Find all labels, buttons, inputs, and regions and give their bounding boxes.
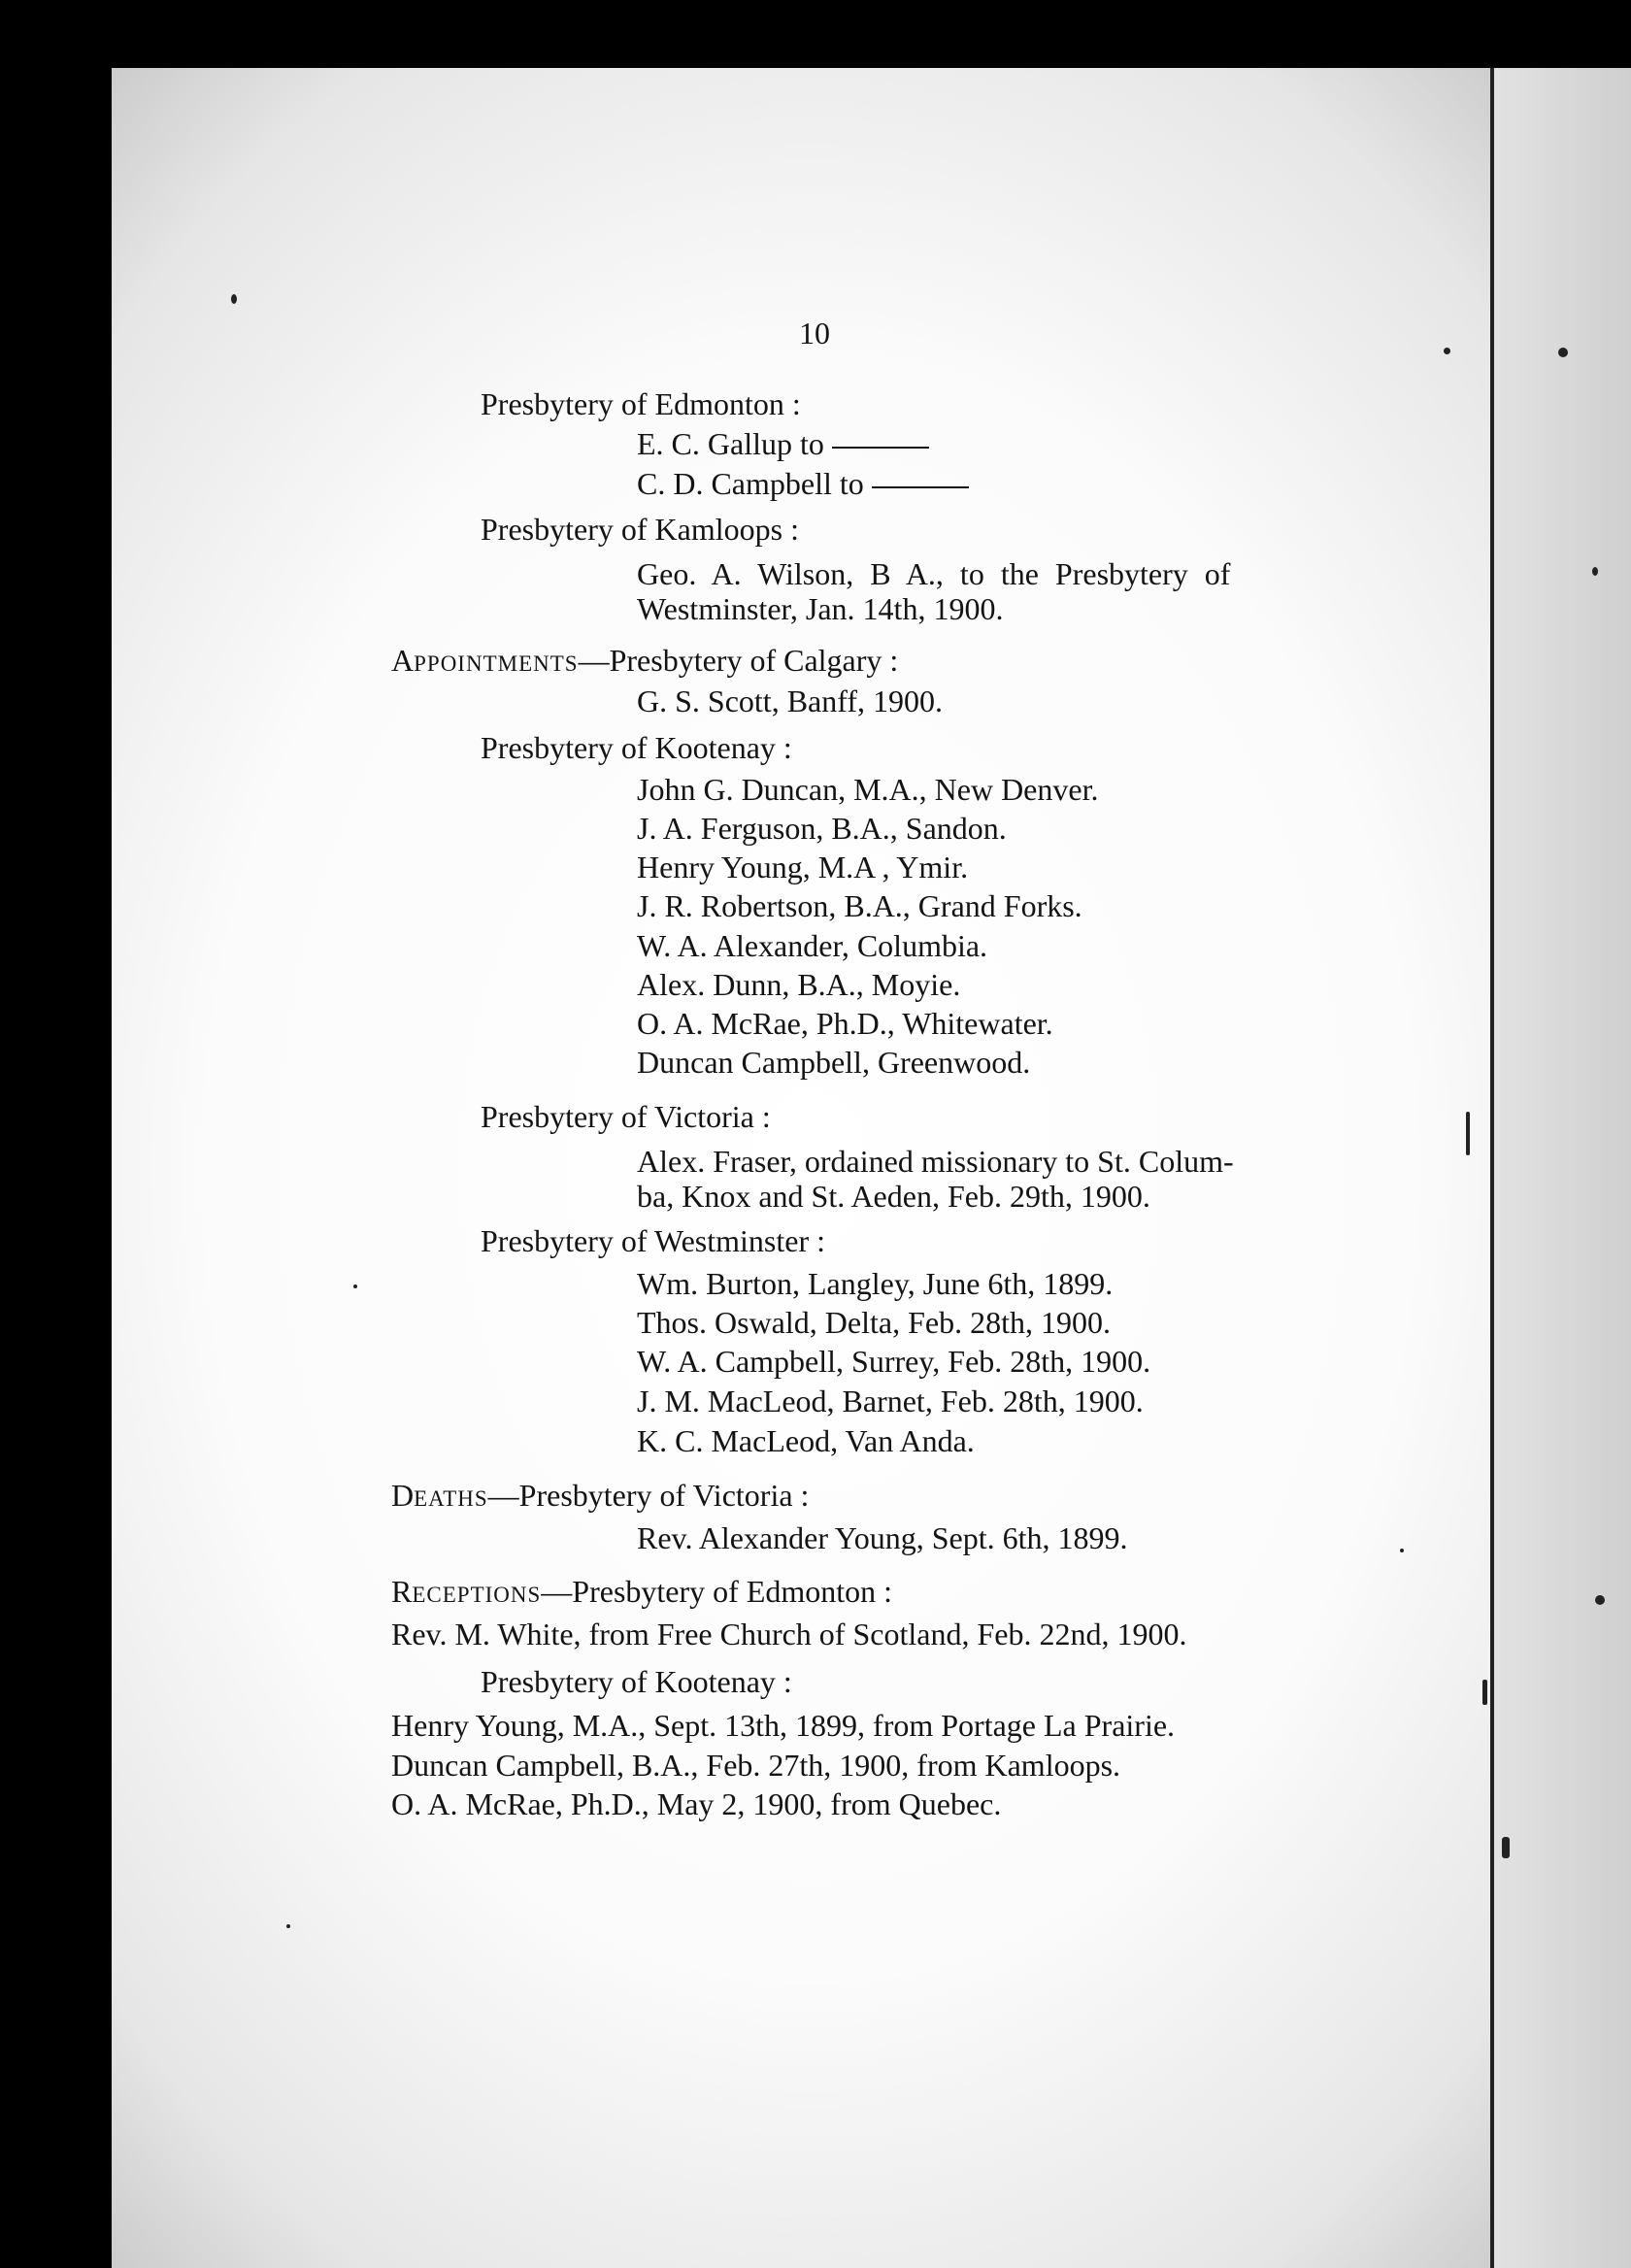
entry-burton: Wm. Burton, Langley, June 6th, 1899. bbox=[637, 1266, 1114, 1301]
scan-speck bbox=[1400, 1549, 1404, 1552]
entry-white: Rev. M. White, from Free Church of Scotland, Feb. 22nd, 1900. bbox=[391, 1617, 1187, 1651]
entry-macleod-barnet: J. M. MacLeod, Barnet, Feb. 28th, 1900. bbox=[637, 1384, 1144, 1418]
facing-page-edge bbox=[1494, 68, 1631, 2268]
entry-wilson-cont: Westminster, Jan. 14th, 1900. bbox=[637, 591, 1004, 626]
presbytery-heading-kamloops: Presbytery of Kamloops : bbox=[481, 512, 799, 547]
entry-campbell: C. D. Campbell to bbox=[637, 468, 969, 499]
section-appointments: APPOINTMENTS—Presbytery of Calgary : bbox=[391, 643, 899, 678]
presbytery-heading-edmonton: Presbytery of Edmonton : bbox=[481, 386, 801, 421]
entry-alexander: W. A. Alexander, Columbia. bbox=[637, 928, 988, 963]
scan-speck bbox=[353, 1284, 357, 1288]
scan-speck bbox=[1558, 348, 1568, 357]
entry-mcrae-reception: O. A. McRae, Ph.D., May 2, 1900, from Quebec. bbox=[391, 1786, 1002, 1821]
entry-campbell-surrey: W. A. Campbell, Surrey, Feb. 28th, 1900. bbox=[637, 1344, 1151, 1379]
entry-young: Henry Young, M.A , Ymir. bbox=[637, 850, 969, 884]
entry-fraser-cont: ba, Knox and St. Aeden, Feb. 29th, 1900. bbox=[637, 1179, 1150, 1214]
section-receptions: RECEPTIONS—Presbytery of Edmonton : bbox=[391, 1574, 893, 1609]
scan-speck bbox=[1444, 348, 1450, 354]
scan-speck bbox=[1490, 515, 1494, 550]
scan-speck bbox=[1595, 1595, 1605, 1605]
entry-rev-young: Rev. Alexander Young, Sept. 6th, 1899. bbox=[637, 1520, 1128, 1555]
entry-ferguson: J. A. Ferguson, B.A., Sandon. bbox=[637, 811, 1007, 846]
scan-speck bbox=[1490, 670, 1494, 705]
scan-speck bbox=[1592, 567, 1598, 576]
entry-young-reception: Henry Young, M.A., Sept. 13th, 1899, from Portage La Prairie. bbox=[391, 1708, 1176, 1743]
entry-duncan: John G. Duncan, M.A., New Denver. bbox=[637, 772, 1099, 807]
presbytery-heading-kootenay: Presbytery of Kootenay : bbox=[481, 730, 792, 765]
entry-wilson: Geo. A. Wilson, B A., to the Presbytery of bbox=[637, 556, 1231, 591]
blank-dash bbox=[872, 486, 969, 488]
entry-robertson: J. R. Robertson, B.A., Grand Forks. bbox=[637, 888, 1082, 923]
scan-speck bbox=[1482, 1680, 1487, 1705]
presbytery-heading-westminster: Presbytery of Westminster : bbox=[481, 1223, 825, 1258]
section-deaths: DEATHS—Presbytery of Victoria : bbox=[391, 1478, 810, 1513]
presbytery-heading-victoria: Presbytery of Victoria : bbox=[481, 1099, 771, 1134]
entry-campbell-greenwood: Duncan Campbell, Greenwood. bbox=[637, 1045, 1031, 1080]
blank-dash bbox=[832, 447, 929, 449]
entry-campbell-reception: Duncan Campbell, B.A., Feb. 27th, 1900, from Kamloops. bbox=[391, 1748, 1121, 1783]
scan-speck bbox=[1466, 1112, 1470, 1155]
entry-oswald: Thos. Oswald, Delta, Feb. 28th, 1900. bbox=[637, 1305, 1111, 1340]
entry-scott: G. S. Scott, Banff, 1900. bbox=[637, 684, 943, 718]
entry-mcrae: O. A. McRae, Ph.D., Whitewater. bbox=[637, 1006, 1053, 1041]
page-number: 10 bbox=[799, 316, 830, 350]
scan-speck bbox=[231, 294, 237, 304]
scan-speck bbox=[1502, 1837, 1510, 1858]
entry-gallup: E. C. Gallup to bbox=[637, 428, 929, 459]
scan-speck bbox=[286, 1924, 290, 1928]
presbytery-heading-kootenay-receptions: Presbytery of Kootenay : bbox=[481, 1664, 792, 1699]
entry-macleod-vananda: K. C. MacLeod, Van Anda. bbox=[637, 1423, 975, 1458]
entry-fraser: Alex. Fraser, ordained missionary to St. Colum- bbox=[637, 1144, 1234, 1179]
book-gutter bbox=[1490, 68, 1494, 2268]
entry-dunn: Alex. Dunn, B.A., Moyie. bbox=[637, 967, 961, 1002]
